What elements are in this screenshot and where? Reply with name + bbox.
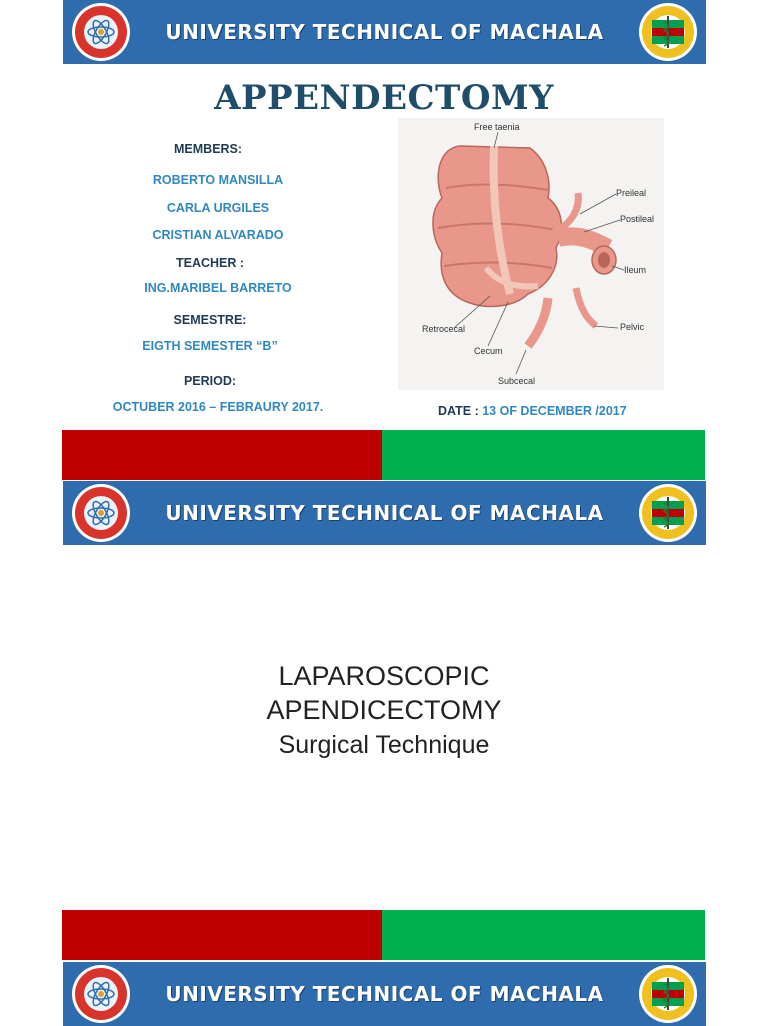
teacher-name: ING.MARIBEL BARRETO — [144, 281, 292, 295]
slide2-title-line1: LAPAROSCOPIC — [278, 661, 490, 691]
faculty-seal-icon — [638, 2, 698, 62]
slide-title: APPENDECTOMY — [214, 78, 554, 118]
member-name: ROBERTO MANSILLA — [152, 173, 284, 187]
university-name: UNIVERSITY TECHNICAL OF MACHALA — [165, 982, 604, 1006]
label-preileal: Preileal — [616, 188, 647, 198]
date-value: 13 OF DECEMBER /2017 — [482, 404, 627, 418]
date-line — [438, 404, 627, 418]
university-name: UNIVERSITY TECHNICAL OF MACHALA — [165, 501, 604, 525]
period-label: PERIOD: — [183, 374, 237, 388]
date-label: DATE : — [438, 404, 483, 418]
red-stripe — [62, 910, 382, 960]
teacher-label: TEACHER : — [175, 256, 245, 270]
header-banner-2 — [63, 481, 706, 545]
faculty-seal-icon — [638, 483, 698, 543]
label-subcecal: Subcecal — [498, 376, 536, 386]
faculty-seal-icon — [638, 964, 698, 1024]
member-name: CARLA URGILES — [166, 201, 270, 215]
label-pelvic: Pelvic — [620, 322, 645, 332]
period-value: OCTUBER 2016 – FEBRAURY 2017. — [112, 400, 324, 414]
red-stripe — [62, 430, 382, 480]
member-name: CRISTIAN ALVARADO — [152, 228, 284, 242]
members-label: MEMBERS: — [174, 142, 243, 156]
appendix-diagram — [398, 118, 664, 390]
green-stripe — [382, 430, 705, 480]
label-ileum: Ileum — [624, 265, 647, 275]
label-retrocecal: Retrocecal — [422, 324, 466, 334]
semester-value: EIGTH SEMESTER “B” — [142, 339, 278, 353]
slide2-title-line2: APENDICECTOMY — [266, 695, 502, 725]
slide2-subtitle: Surgical Technique — [278, 731, 490, 759]
label-free-taenia: Free taenia — [474, 122, 520, 132]
label-cecum: Cecum — [474, 346, 503, 356]
university-name: UNIVERSITY TECHNICAL OF MACHALA — [165, 20, 604, 44]
header-banner-3 — [63, 962, 706, 1026]
semester-label: SEMESTRE: — [173, 313, 247, 327]
green-stripe — [382, 910, 705, 960]
label-postileal: Postileal — [620, 214, 655, 224]
header-banner-1 — [63, 0, 706, 64]
